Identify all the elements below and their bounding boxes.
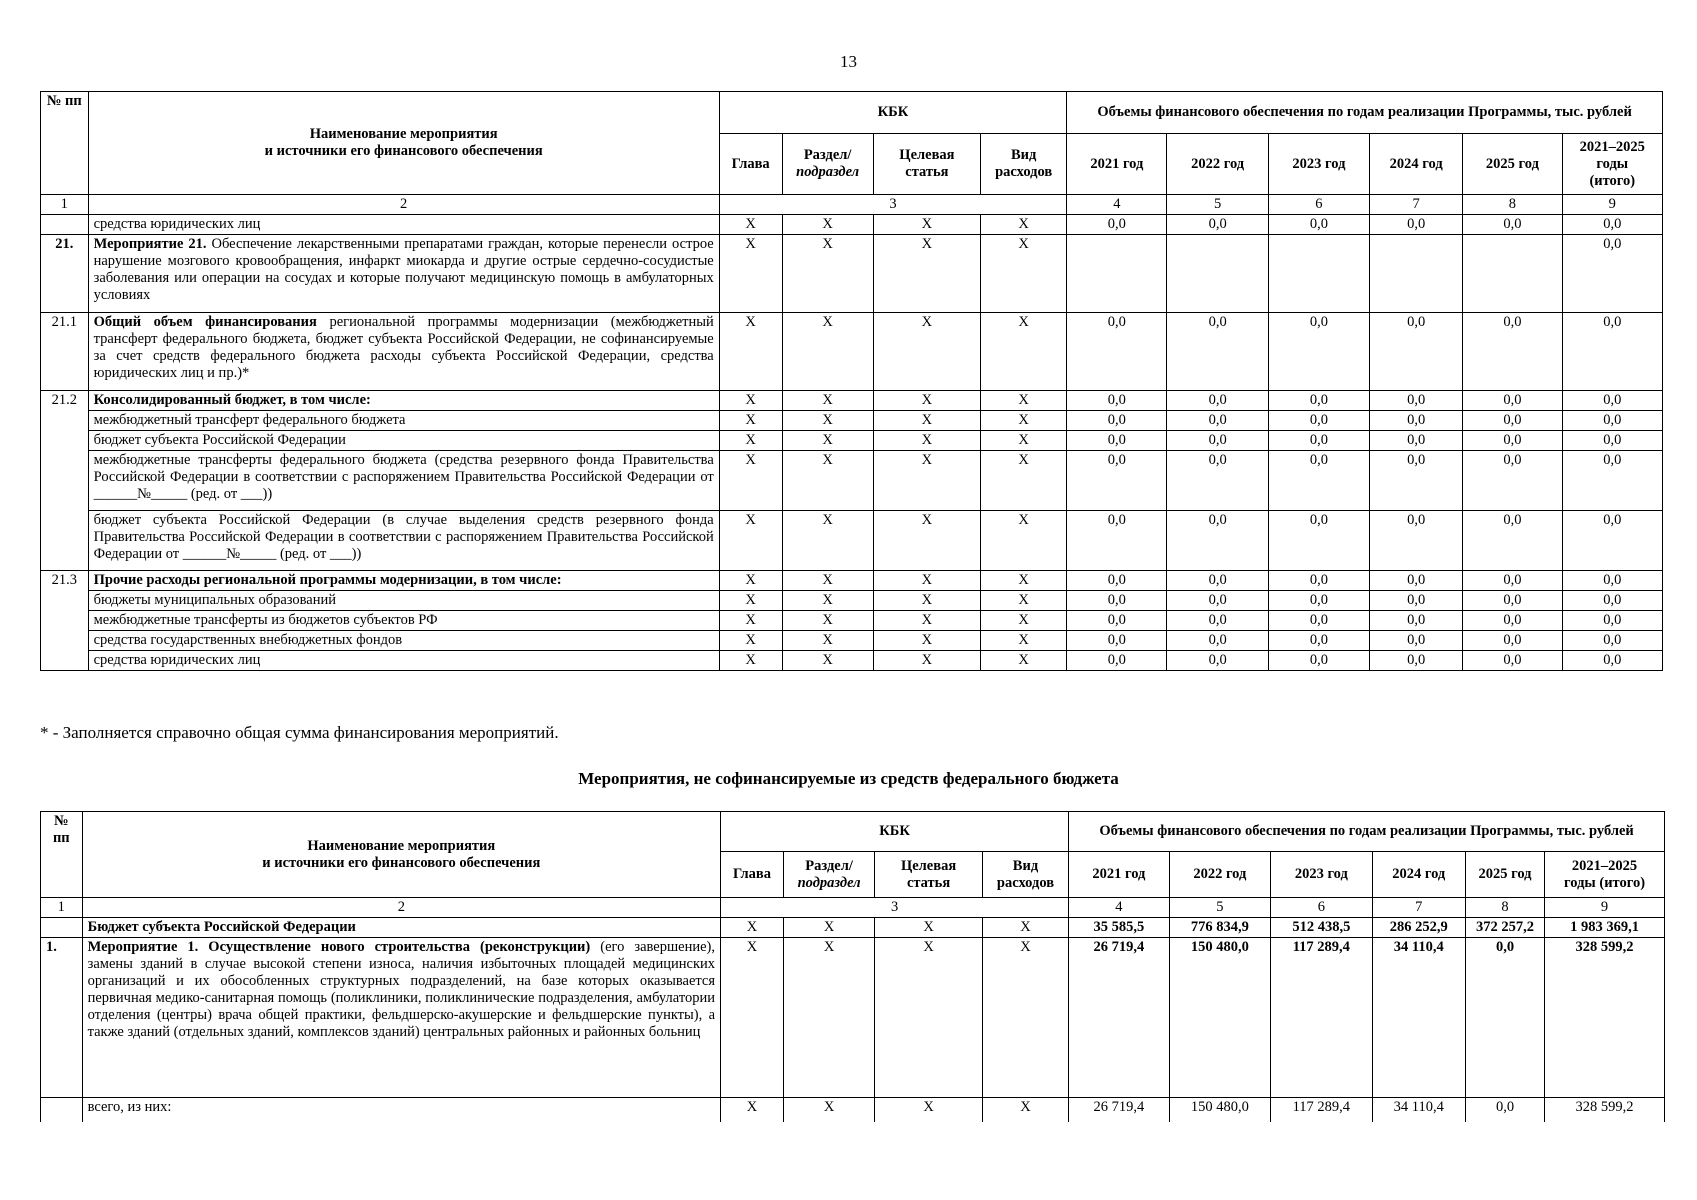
table-cell: 0,0	[1268, 313, 1369, 391]
table-row	[41, 918, 1665, 938]
y2022-header: 2022 год	[1169, 852, 1270, 898]
razdel-header: Раздел/ подраздел	[782, 134, 873, 195]
table-cell: Прочие расходы региональной программы модернизации, в том числе:	[88, 571, 719, 591]
table-row	[41, 391, 1663, 411]
table-row	[41, 215, 1663, 235]
table-cell: X	[782, 611, 873, 631]
y2024-header: 2024 год	[1372, 852, 1465, 898]
table-cell	[1067, 235, 1167, 313]
table-cell: 9	[1545, 898, 1665, 918]
table-cell: 117 289,4	[1271, 1098, 1372, 1122]
table-cell: 4	[1067, 195, 1167, 215]
table-cell: 0,0	[1370, 571, 1463, 591]
table-cell: 35 585,5	[1069, 918, 1169, 938]
table-cell: X	[873, 611, 980, 631]
table-row	[41, 235, 1663, 313]
table-cell: 21.	[41, 235, 89, 313]
table-cell: 0,0	[1463, 631, 1562, 651]
table-cell: 1 983 369,1	[1545, 918, 1665, 938]
table-cell: 34 110,4	[1372, 1098, 1465, 1122]
table-cell: X	[783, 938, 874, 1098]
table-cell: 150 480,0	[1169, 1098, 1270, 1122]
table-cell: 0,0	[1067, 511, 1167, 571]
table-cell: X	[782, 571, 873, 591]
col-num-header: № пп	[41, 92, 89, 195]
table-cell: X	[982, 918, 1068, 938]
table-cell: 0,0	[1268, 511, 1369, 571]
table-cell: X	[873, 511, 980, 571]
table-cell: X	[719, 571, 782, 591]
table-cell: 0,0	[1067, 391, 1167, 411]
section-title: Мероприятия, не софинансируемые из средств федерального бюджета	[578, 769, 1119, 788]
col-name-header	[88, 92, 719, 195]
table-cell: 0,0	[1268, 431, 1369, 451]
table-cell: X	[782, 411, 873, 431]
table-cell: X	[782, 431, 873, 451]
table-cell: X	[719, 611, 782, 631]
table-row	[41, 631, 1663, 651]
table-cell: 0,0	[1067, 215, 1167, 235]
table-cell: X	[981, 431, 1067, 451]
table-cell: X	[719, 431, 782, 451]
table-cell: 0,0	[1562, 313, 1662, 391]
table-cell: 0,0	[1167, 431, 1268, 451]
table-cell: 0,0	[1370, 511, 1463, 571]
table-row	[41, 511, 1663, 571]
table-cell: межбюджетные трансферты из бюджетов субъектов РФ	[88, 611, 719, 631]
razdel-header: Раздел/ подраздел	[783, 852, 874, 898]
table-cell: X	[719, 631, 782, 651]
table-cell: 0,0	[1463, 411, 1562, 431]
table-cell: X	[875, 938, 983, 1098]
tsel-header: Целевая статья	[873, 134, 980, 195]
table-cell: X	[873, 651, 980, 671]
table-cell: 372 257,2	[1465, 918, 1544, 938]
table-cell: 0,0	[1067, 571, 1167, 591]
table-cell: 0,0	[1370, 451, 1463, 511]
y2022-header: 2022 год	[1167, 134, 1268, 195]
table-cell: 0,0	[1067, 313, 1167, 391]
table-cell: X	[782, 235, 873, 313]
table-cell: X	[873, 215, 980, 235]
table-cell: 2	[82, 898, 720, 918]
measure-21-name: Мероприятие 21. Обеспечение лекарственными препаратами граждан, которые перенесли острое нарушение мозгового кровообращения, инфаркт миокарда и другие острые сердечно-сосудистые заболевания или операции на сосудах и которые получают медицинскую помощь в амбулаторных условиях	[88, 235, 719, 313]
table-cell	[41, 215, 89, 235]
table-cell: 8	[1465, 898, 1544, 918]
table-cell	[1370, 235, 1463, 313]
table-cell: средства юридических лиц	[88, 215, 719, 235]
table-row	[41, 1098, 1665, 1122]
kbk-header: КБК	[721, 812, 1069, 852]
table-cell: 0,0	[1463, 611, 1562, 631]
table-cell: X	[719, 591, 782, 611]
table-cell	[41, 918, 83, 938]
table-cell: 0,0	[1268, 651, 1369, 671]
table-cell: 0,0	[1067, 631, 1167, 651]
table-cell: межбюджетные трансферты федерального бюджета (средства резервного фонда Правительства Российской Федерации в соответствии с распоряжением Правительства Российской Федерации от ______№_____ (ред. от ___))	[88, 451, 719, 511]
table-cell: 0,0	[1562, 651, 1662, 671]
table-cell: 512 438,5	[1271, 918, 1372, 938]
table-cell: 0,0	[1167, 451, 1268, 511]
table-cell: 0,0	[1562, 511, 1662, 571]
table-cell: X	[782, 651, 873, 671]
table-cell: 0,0	[1370, 313, 1463, 391]
table-cell: 3	[721, 898, 1069, 918]
table-cell: бюджет субъекта Российской Федерации (в случае выделения средств резервного фонда Правительства Российской Федерации в соответствии с распоряжением Правительства Российской Федерации от ______№_____ (ред. от ___))	[88, 511, 719, 571]
table-cell: 8	[1463, 195, 1562, 215]
table-cell: 7	[1372, 898, 1465, 918]
table-cell: X	[981, 313, 1067, 391]
table-cell: 3	[719, 195, 1066, 215]
table-cell: X	[981, 591, 1067, 611]
table-cell: 0,0	[1562, 215, 1662, 235]
table-cell: X	[981, 571, 1067, 591]
table-cell: X	[981, 631, 1067, 651]
table-cell: 0,0	[1167, 411, 1268, 431]
total-funding-name: Общий объем финансирования региональной программы модернизации (межбюджетный трансферт федерального бюджета, бюджет субъекта Российской Федерации, не софинансируемые за счет средств федерального бюджета расходы субъекта Российской Федерации, средства юридических лиц и пр.)*	[88, 313, 719, 391]
table-cell: 0,0	[1463, 391, 1562, 411]
table-cell: X	[782, 215, 873, 235]
footnote: * - Заполняется справочно общая сумма финансирования мероприятий.	[40, 723, 559, 742]
table-cell: бюджет субъекта Российской Федерации	[88, 431, 719, 451]
table-cell: 0,0	[1463, 651, 1562, 671]
total-header: 2021–2025 годы (итого)	[1562, 134, 1662, 195]
table-cell: 0,0	[1463, 511, 1562, 571]
table-cell: 26 719,4	[1069, 938, 1169, 1098]
col-name-line2: и источники его финансового обеспечения	[262, 854, 541, 871]
table-cell: 0,0	[1465, 1098, 1544, 1122]
table-cell: X	[782, 591, 873, 611]
y2024-header: 2024 год	[1370, 134, 1463, 195]
table-cell: средства государственных внебюджетных фондов	[88, 631, 719, 651]
table-cell: 21.2	[41, 391, 89, 571]
table-cell: X	[982, 938, 1068, 1098]
table-cell: 4	[1069, 898, 1169, 918]
y2021-header: 2021 год	[1067, 134, 1167, 195]
table-cell: 0,0	[1167, 631, 1268, 651]
table-cell: 0,0	[1067, 411, 1167, 431]
table-cell: 0,0	[1067, 591, 1167, 611]
table-cell: X	[873, 571, 980, 591]
table-cell: X	[981, 235, 1067, 313]
table-cell: 0,0	[1562, 411, 1662, 431]
y2021-header: 2021 год	[1069, 852, 1169, 898]
table-cell: 5	[1169, 898, 1270, 918]
table-cell: X	[783, 918, 874, 938]
table-cell: X	[783, 1098, 874, 1122]
table-cell: 0,0	[1562, 631, 1662, 651]
table-cell: X	[782, 451, 873, 511]
table-cell: 0,0	[1463, 313, 1562, 391]
table-cell: 1.	[41, 938, 83, 1098]
table-cell: X	[719, 451, 782, 511]
table-cell: 0,0	[1370, 651, 1463, 671]
page-number: 13	[840, 52, 857, 71]
table-cell: 5	[1167, 195, 1268, 215]
table-cell: X	[719, 651, 782, 671]
table-cell: 0,0	[1463, 215, 1562, 235]
table-cell: 21.1	[41, 313, 89, 391]
col-name-line1: Наименование мероприятия	[307, 837, 496, 854]
table-cell: 0,0	[1463, 431, 1562, 451]
table-cell: 0,0	[1370, 431, 1463, 451]
table-cell	[1167, 235, 1268, 313]
table-cell: X	[782, 511, 873, 571]
table-cell: 0,0	[1370, 591, 1463, 611]
table-cell: всего, из них:	[82, 1098, 720, 1122]
volumes-header: Объемы финансового обеспечения по годам реализации Программы, тыс. рублей	[1067, 92, 1663, 134]
table-cell: 0,0	[1463, 571, 1562, 591]
vid-header: Вид расходов	[982, 852, 1068, 898]
table-cell: X	[981, 391, 1067, 411]
glava-header: Глава	[721, 852, 784, 898]
table-cell: X	[719, 235, 782, 313]
table-cell: средства юридических лиц	[88, 651, 719, 671]
table-cell: X	[719, 313, 782, 391]
table-cell: межбюджетный трансферт федерального бюджета	[88, 411, 719, 431]
table-cell	[1463, 235, 1562, 313]
table-cell: 0,0	[1167, 591, 1268, 611]
vid-header: Вид расходов	[981, 134, 1067, 195]
table-cell: X	[719, 511, 782, 571]
table-cell: 0,0	[1562, 391, 1662, 411]
table-cell: 0,0	[1370, 631, 1463, 651]
table-cell: 6	[1268, 195, 1369, 215]
table-cell: 328 599,2	[1545, 938, 1665, 1098]
table-cell: X	[981, 411, 1067, 431]
table-cell: 117 289,4	[1271, 938, 1372, 1098]
table-row	[41, 591, 1663, 611]
table-cell: X	[873, 235, 980, 313]
y2025-header: 2025 год	[1463, 134, 1562, 195]
volumes-header: Объемы финансового обеспечения по годам реализации Программы, тыс. рублей	[1069, 812, 1665, 852]
table-cell: X	[719, 391, 782, 411]
table-cell: X	[981, 651, 1067, 671]
col-num-header: № пп	[41, 812, 83, 898]
table-cell: 0,0	[1562, 431, 1662, 451]
measure-1-name: Мероприятие 1. Осуществление нового строительства (реконструкции) (его завершение), замены зданий в случае высокой степени износа, наличия избыточных площадей медицинских организаций и их обособленных структурных подразделений, на базе которых оказывается первичная медико-санитарная помощь (поликлиники, поликлинические подразделения, амбулатории отделения (центры) врача общей практики, фельдшерско-акушерские и фельдшерские пункты), а также зданий (отдельных зданий, комплексов зданий) центральных районных и районных больниц	[82, 938, 720, 1098]
table-cell: 0,0	[1167, 313, 1268, 391]
col-name-line2: и источники его финансового обеспечения	[264, 143, 543, 159]
table-cell: 0,0	[1268, 571, 1369, 591]
table-cell: 0,0	[1463, 451, 1562, 511]
table-cell: 0,0	[1268, 215, 1369, 235]
table-cell: 0,0	[1167, 611, 1268, 631]
program-funding-table	[40, 91, 1663, 671]
tsel-header: Целевая статья	[875, 852, 983, 898]
table-cell: 2	[88, 195, 719, 215]
table-cell: X	[873, 391, 980, 411]
col-name-header	[82, 812, 720, 898]
table-cell: 26 719,4	[1069, 1098, 1169, 1122]
table-row	[41, 571, 1663, 591]
table-cell: X	[873, 591, 980, 611]
table-cell: 0,0	[1268, 391, 1369, 411]
table-cell: 0,0	[1268, 411, 1369, 431]
table-cell: X	[873, 431, 980, 451]
table-row	[41, 651, 1663, 671]
table-cell: бюджеты муниципальных образований	[88, 591, 719, 611]
table-cell: X	[721, 1098, 784, 1122]
table-cell: 0,0	[1167, 651, 1268, 671]
table-cell: 0,0	[1167, 215, 1268, 235]
y2023-header: 2023 год	[1268, 134, 1369, 195]
table-cell: 286 252,9	[1372, 918, 1465, 938]
table-cell: X	[873, 631, 980, 651]
table-cell: X	[875, 918, 983, 938]
table-cell: X	[721, 938, 784, 1098]
table-row	[41, 431, 1663, 451]
table-cell: 0,0	[1268, 611, 1369, 631]
table-row	[41, 938, 1665, 1098]
table-row	[41, 451, 1663, 511]
glava-header: Глава	[719, 134, 782, 195]
table-cell: 1	[41, 898, 83, 918]
table-cell: 0,0	[1465, 938, 1544, 1098]
table-cell: 0,0	[1268, 451, 1369, 511]
table-cell	[41, 1098, 83, 1122]
table-cell: X	[981, 511, 1067, 571]
table-cell: 6	[1271, 898, 1372, 918]
table-cell: 0,0	[1067, 451, 1167, 511]
column-numbers-row	[41, 195, 1663, 215]
table-cell: 0,0	[1562, 451, 1662, 511]
table-cell: 0,0	[1370, 611, 1463, 631]
table-cell: 34 110,4	[1372, 938, 1465, 1098]
table-cell: X	[982, 1098, 1068, 1122]
table-cell	[1268, 235, 1369, 313]
table-cell: X	[873, 451, 980, 511]
table-cell: 0,0	[1370, 411, 1463, 431]
table-cell: 0,0	[1562, 235, 1662, 313]
table-cell: 0,0	[1370, 391, 1463, 411]
table-cell: 0,0	[1562, 571, 1662, 591]
table-row	[41, 411, 1663, 431]
table-cell: 0,0	[1167, 571, 1268, 591]
table-cell: 0,0	[1562, 591, 1662, 611]
table-cell: 0,0	[1167, 391, 1268, 411]
table-cell: X	[873, 313, 980, 391]
table-cell: X	[981, 611, 1067, 631]
table-cell: 21.3	[41, 571, 89, 671]
table-cell: X	[981, 451, 1067, 511]
table-cell: 0,0	[1167, 511, 1268, 571]
table-cell: 0,0	[1463, 591, 1562, 611]
table-cell: X	[719, 215, 782, 235]
table-cell: X	[719, 411, 782, 431]
table-cell: X	[782, 631, 873, 651]
table-cell: 0,0	[1067, 611, 1167, 631]
table-cell: Бюджет субъекта Российской Федерации	[82, 918, 720, 938]
table-cell: 0,0	[1067, 651, 1167, 671]
table-cell: X	[782, 391, 873, 411]
table-cell: Консолидированный бюджет, в том числе:	[88, 391, 719, 411]
table-cell: X	[981, 215, 1067, 235]
table-cell: 0,0	[1370, 215, 1463, 235]
table-cell: 150 480,0	[1169, 938, 1270, 1098]
table-cell: X	[873, 411, 980, 431]
table-cell: 1	[41, 195, 89, 215]
col-name-line1: Наименование мероприятия	[309, 126, 498, 142]
y2023-header: 2023 год	[1271, 852, 1372, 898]
total-header: 2021–2025 годы (итого)	[1545, 852, 1665, 898]
table-cell: X	[721, 918, 784, 938]
table-cell: 0,0	[1268, 631, 1369, 651]
table-row	[41, 313, 1663, 391]
table-cell: 0,0	[1268, 591, 1369, 611]
table-cell: 0,0	[1562, 611, 1662, 631]
table-cell: 776 834,9	[1169, 918, 1270, 938]
table-row	[41, 611, 1663, 631]
table-cell: X	[875, 1098, 983, 1122]
non-cofinanced-measures-table	[40, 811, 1665, 1122]
kbk-header: КБК	[719, 92, 1066, 134]
table-cell: X	[782, 313, 873, 391]
y2025-header: 2025 год	[1465, 852, 1544, 898]
table-cell: 328 599,2	[1545, 1098, 1665, 1122]
table-cell: 9	[1562, 195, 1662, 215]
column-numbers-row	[41, 898, 1665, 918]
table-cell: 7	[1370, 195, 1463, 215]
table-cell: 0,0	[1067, 431, 1167, 451]
